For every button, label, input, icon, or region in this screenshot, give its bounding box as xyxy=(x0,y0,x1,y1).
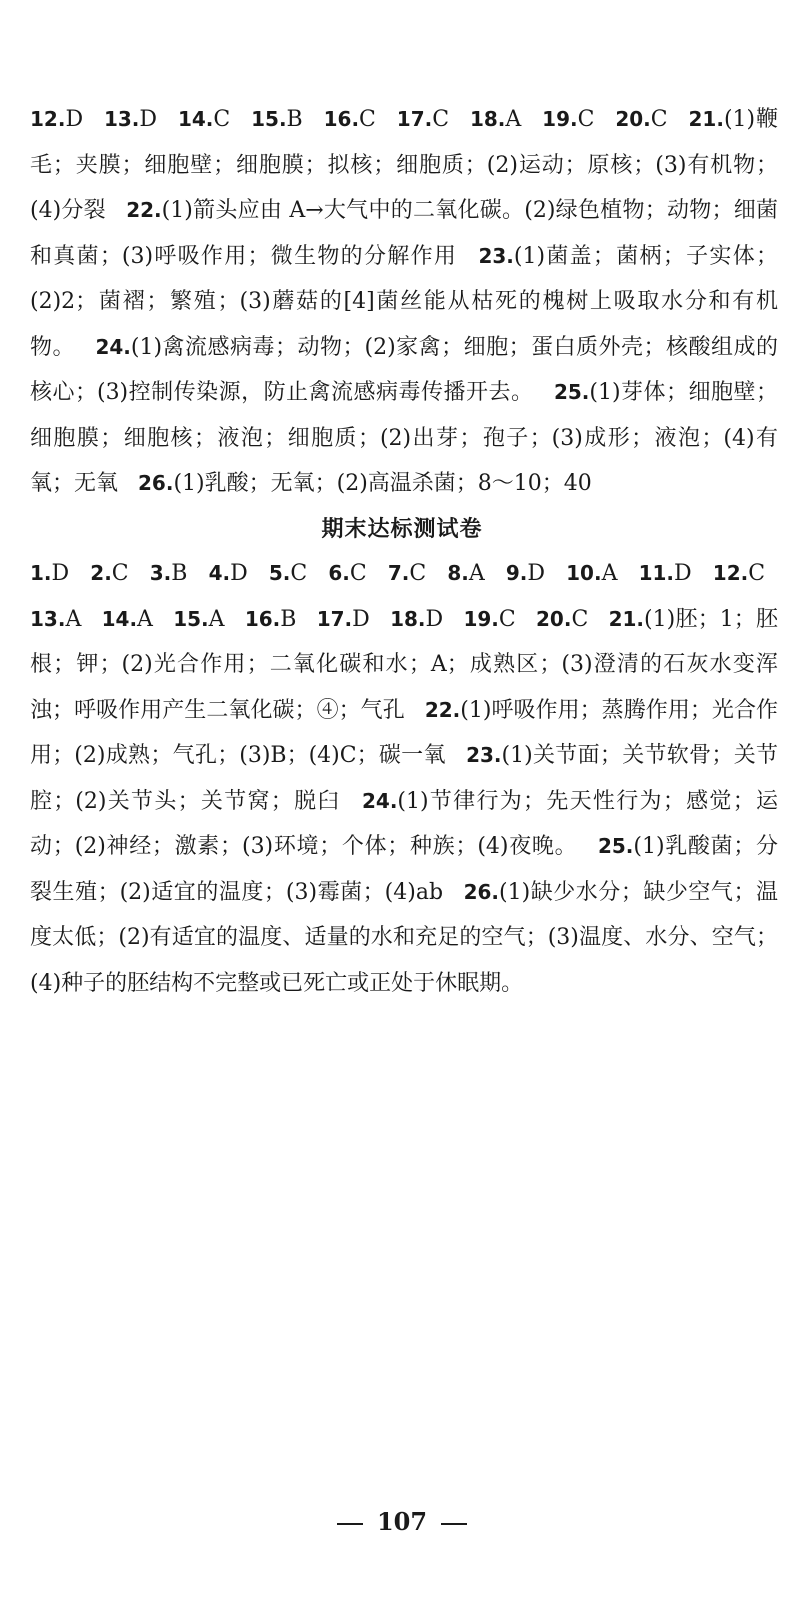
answer-item xyxy=(536,607,588,632)
answer-text: (1)呼吸作用；蒸腾作用；光合作用；(2)成熟；气孔；(3)B；(4)C；碳一氧 xyxy=(30,697,778,768)
answer-text: B xyxy=(280,606,297,632)
question-number: 16. xyxy=(323,107,360,131)
answer-text: (1)关节面；关节软骨；关节腔；(2)关节头；关节窝；脱臼 xyxy=(30,743,778,814)
answer-text: A xyxy=(137,606,153,632)
answer-text: (1)节律行为；先天性行为；感觉；运动；(2)神经；激素；(3)环境；个体；种族；(4)夜晚。 xyxy=(30,788,778,859)
answer-text: (1)芽体；细胞壁；细胞膜；细胞核；液泡；细胞质；(2)出芽；孢子；(3)成形；液泡；(4)有氧；无氧 xyxy=(30,380,778,496)
answer-item xyxy=(447,561,484,586)
question-number: 14. xyxy=(177,107,214,131)
question-number: 16. xyxy=(244,606,281,631)
question-number: 26. xyxy=(463,879,500,904)
answers-section-1 xyxy=(30,97,778,507)
answer-text: C xyxy=(748,561,766,586)
answer-item xyxy=(178,107,230,132)
answer-text: C xyxy=(409,561,427,586)
answer-text: A xyxy=(65,606,82,632)
answer-text: C xyxy=(577,107,595,132)
question-number: 20. xyxy=(536,606,572,631)
answer-text: D xyxy=(352,606,370,632)
answer-text: C xyxy=(650,107,668,132)
question-number: 24. xyxy=(361,788,398,813)
answer-text: (1)鞭毛；夹膜；细胞壁；细胞膜；拟核；细胞质；(2)运动；原核；(3)有机物；(4)分裂 xyxy=(30,107,779,223)
answer-item xyxy=(269,561,307,586)
question-number: 18. xyxy=(390,606,426,631)
answer-text: (1)胚；1；胚根；钾；(2)光合作用；二氧化碳和水；A；成熟区；(3)澄清的石灰水变浑浊；呼吸作用产生二氧化碳；④；气孔 xyxy=(30,606,779,723)
answer-text: (1)乳酸菌；分裂生殖；(2)适宜的温度；(3)霉菌；(4)ab xyxy=(30,834,778,905)
question-number: 17. xyxy=(316,606,353,631)
answer-text: A xyxy=(208,606,225,632)
answer-item xyxy=(251,107,303,132)
question-number: 15. xyxy=(251,107,287,131)
question-number: 2. xyxy=(90,561,112,585)
question-number: 1. xyxy=(30,561,52,585)
answer-text: C xyxy=(359,107,376,132)
question-number: 7. xyxy=(387,561,410,585)
question-number: 11. xyxy=(638,561,675,585)
question-number: 19. xyxy=(463,606,499,631)
question-number: 12. xyxy=(30,107,66,131)
answer-item xyxy=(150,561,188,586)
answer-text: D xyxy=(139,107,158,132)
answer-item xyxy=(30,561,69,586)
answer-text: C xyxy=(290,561,308,586)
answer-text: (1)箭头应由 A→大气中的二氧化碳。(2)绿色植物；动物；细菌和真菌；(3)呼吸作用；微生物的分解作用 xyxy=(30,198,778,269)
page-number-dash-right xyxy=(441,1523,467,1525)
question-number: 3. xyxy=(149,561,172,585)
answer-item xyxy=(209,561,248,586)
page-number-dash-left xyxy=(337,1523,363,1525)
question-number: 14. xyxy=(101,606,138,631)
question-number: 17. xyxy=(396,107,433,131)
page-number-value: 107 xyxy=(376,1507,428,1536)
answer-item xyxy=(173,607,224,632)
question-number: 15. xyxy=(173,606,209,631)
question-number: 4. xyxy=(208,561,231,585)
question-number: 21. xyxy=(608,606,644,631)
question-number: 22. xyxy=(126,198,162,222)
answer-item xyxy=(713,561,765,586)
answer-text: (1)禽流感病毒；动物；(2)家禽；细胞；蛋白质外壳；核酸组成的核心；(3)控制传染源，防止禽流感病毒传播开去。 xyxy=(30,334,778,405)
answer-item xyxy=(324,107,376,132)
answer-item xyxy=(328,561,366,586)
answer-text: A xyxy=(601,561,618,586)
answer-text: D xyxy=(674,561,692,586)
page-number xyxy=(0,1507,804,1536)
answer-item xyxy=(615,107,667,132)
answer-text: C xyxy=(432,107,450,132)
answer-item xyxy=(463,607,515,632)
answer-item xyxy=(542,107,594,132)
answer-item xyxy=(104,107,157,132)
question-number: 25. xyxy=(553,380,590,404)
answers-section-2 xyxy=(30,551,778,1006)
question-number: 26. xyxy=(138,471,174,495)
answer-text: D xyxy=(230,561,248,586)
answer-text: D xyxy=(51,561,70,586)
answer-text: (1)缺少水分；缺少空气；温度太低；(2)有适宜的温度、适量的水和充足的空气；(3)温度、水分、空气；(4)种子的胚结构不完整或已死亡或正处于休眠期。 xyxy=(30,879,778,996)
answer-text: (1)菌盖；菌柄；子实体；(2)2；菌褶；繁殖；(3)蘑菇的[4]菌丝能从枯死的槐树上吸取水分和有机物。 xyxy=(30,243,778,360)
answer-text: C xyxy=(213,107,231,132)
answer-item xyxy=(102,607,153,632)
question-number: 5. xyxy=(268,561,291,585)
answer-item xyxy=(506,561,545,586)
answer-item xyxy=(390,607,443,632)
question-number: 13. xyxy=(30,606,66,631)
section-heading: 期末达标测试卷 xyxy=(321,517,483,542)
question-number: 25. xyxy=(597,834,634,858)
answer-item xyxy=(245,607,297,632)
question-number: 9. xyxy=(505,561,528,585)
answer-text: C xyxy=(498,606,516,632)
question-number: 24. xyxy=(95,334,131,359)
answer-text: (1)乳酸；无氧；(2)高温杀菌；8～10；40 xyxy=(173,471,592,496)
question-number: 10. xyxy=(566,561,602,585)
question-number: 23. xyxy=(478,243,514,268)
question-number: 13. xyxy=(103,107,140,131)
answer-item xyxy=(388,561,426,586)
answer-item xyxy=(30,107,83,132)
answer-item xyxy=(397,107,449,132)
question-number: 20. xyxy=(615,107,651,131)
answer-item xyxy=(639,561,692,586)
question-number: 8. xyxy=(447,561,469,585)
answer-text: D xyxy=(527,561,545,586)
answer-text: C xyxy=(571,606,589,632)
answer-text: B xyxy=(171,561,188,586)
question-number: 6. xyxy=(328,561,350,585)
answer-text: B xyxy=(286,107,303,132)
answer-item xyxy=(317,607,370,632)
answer-text: A xyxy=(468,561,485,586)
answer-text: A xyxy=(505,107,522,132)
answer-item xyxy=(566,561,617,586)
answer-item xyxy=(470,107,521,132)
question-number: 19. xyxy=(542,107,578,131)
question-number: 12. xyxy=(712,561,749,585)
question-number: 18. xyxy=(469,107,506,131)
answer-item xyxy=(90,561,128,586)
question-number: 22. xyxy=(424,697,461,722)
answer-item xyxy=(138,471,592,496)
question-number: 23. xyxy=(466,743,502,767)
answer-text: D xyxy=(65,107,84,132)
answer-item xyxy=(30,607,81,632)
answer-text: C xyxy=(349,561,367,586)
question-number: 21. xyxy=(688,107,724,131)
answer-text: D xyxy=(425,606,444,632)
answer-text: C xyxy=(111,561,129,586)
